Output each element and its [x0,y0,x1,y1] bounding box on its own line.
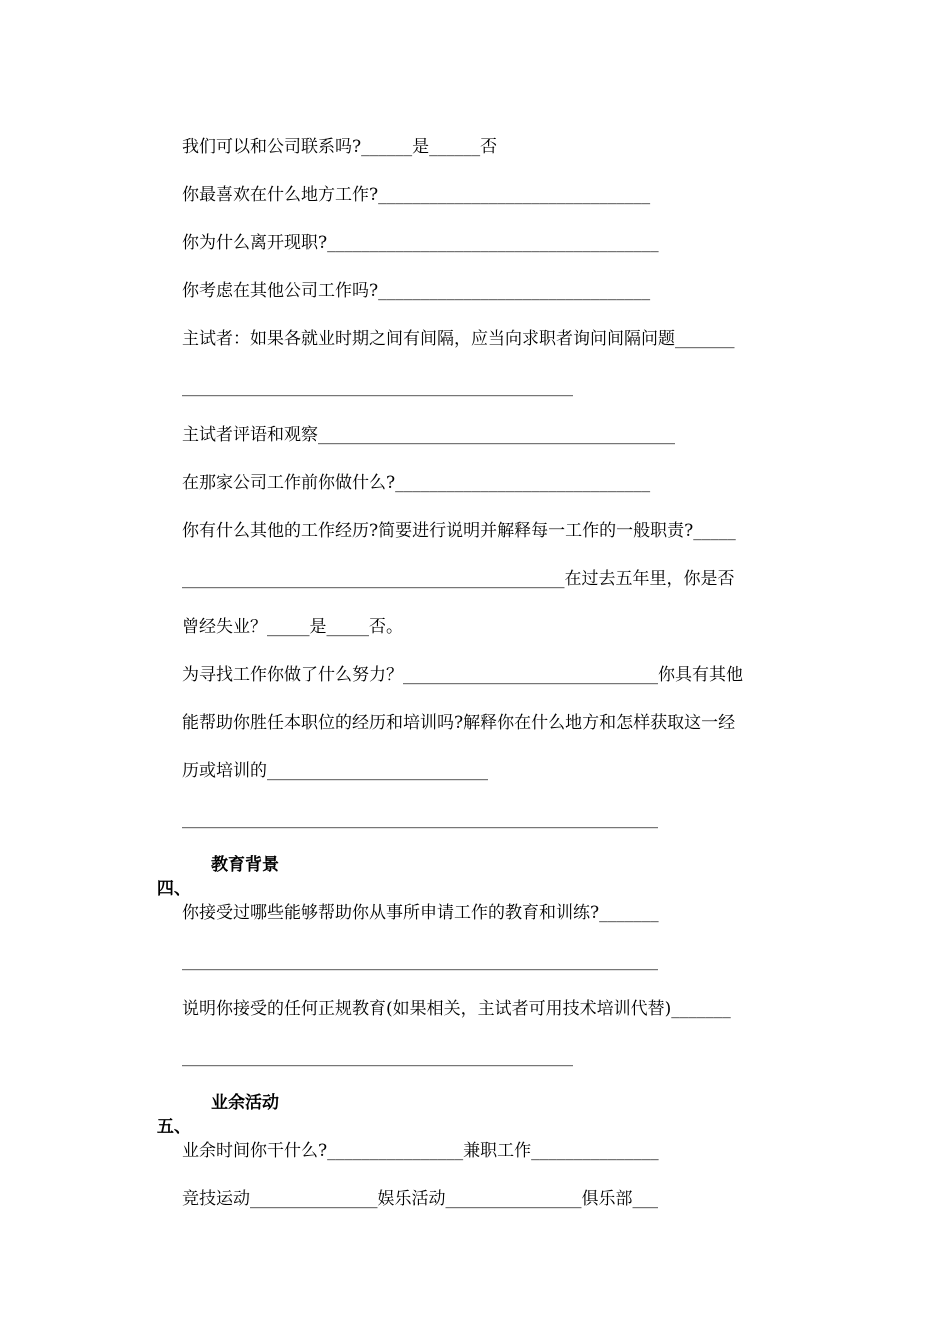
question-sports-clubs: 竞技运动_______________娱乐活动________________俱乐部___ [182,1189,658,1209]
question-education-training: 你接受过哪些能够帮助你从事所申请工作的教育和训练?_______ [182,903,659,923]
answer-blank-line: ________________________________________________________ [182,951,658,971]
question-unemployment-continued: 曾经失业？_____是_____否。 [182,617,403,637]
interviewer-comments: 主试者评语和观察__________________________________________ [182,425,675,445]
section-number: 五、 [156,1117,191,1137]
question-unemployment: _____________________________________________在过去五年里，你是否 [182,569,735,589]
question-reason-leaving: 你为什么离开现职?_______________________________________ [182,233,659,253]
question-before-company: 在那家公司工作前你做什么?______________________________ [182,473,651,493]
question-relevant-training: 能帮助你胜任本职位的经历和培训吗?解释你在什么地方和怎样获取这一经 [182,713,736,733]
question-other-experience: 你有什么其他的工作经历?简要进行说明并解释每一工作的一般职责?_____ [182,521,736,541]
question-job-search-effort: 为寻找工作你做了什么努力？______________________________你具有其他 [182,665,743,685]
section-number: 四、 [156,879,191,899]
question-favorite-workplace: 你最喜欢在什么地方工作?________________________________ [182,185,651,205]
section-title: 业余活动 [211,1093,279,1113]
question-relevant-training-continued: 历或培训的__________________________ [182,761,488,781]
question-spare-time: 业余时间你干什么?________________兼职工作_______________ [182,1141,659,1161]
question-consider-other-company: 你考虑在其他公司工作吗?________________________________ [182,281,651,301]
question-formal-education: 说明你接受的任何正规教育(如果相关，主试者可用技术培训代替)_______ [182,999,731,1019]
question-contact-company: 我们可以和公司联系吗?______是______否 [182,137,498,157]
answer-blank-line: ______________________________________________ [182,1047,573,1067]
answer-blank-line: ________________________________________________________ [182,809,658,829]
section-title: 教育背景 [211,855,279,875]
interviewer-gap-note: 主试者：如果各就业时期之间有间隔，应当向求职者询问间隔问题_______ [182,329,735,349]
interviewer-gap-note-continued: ______________________________________________ [182,377,573,397]
